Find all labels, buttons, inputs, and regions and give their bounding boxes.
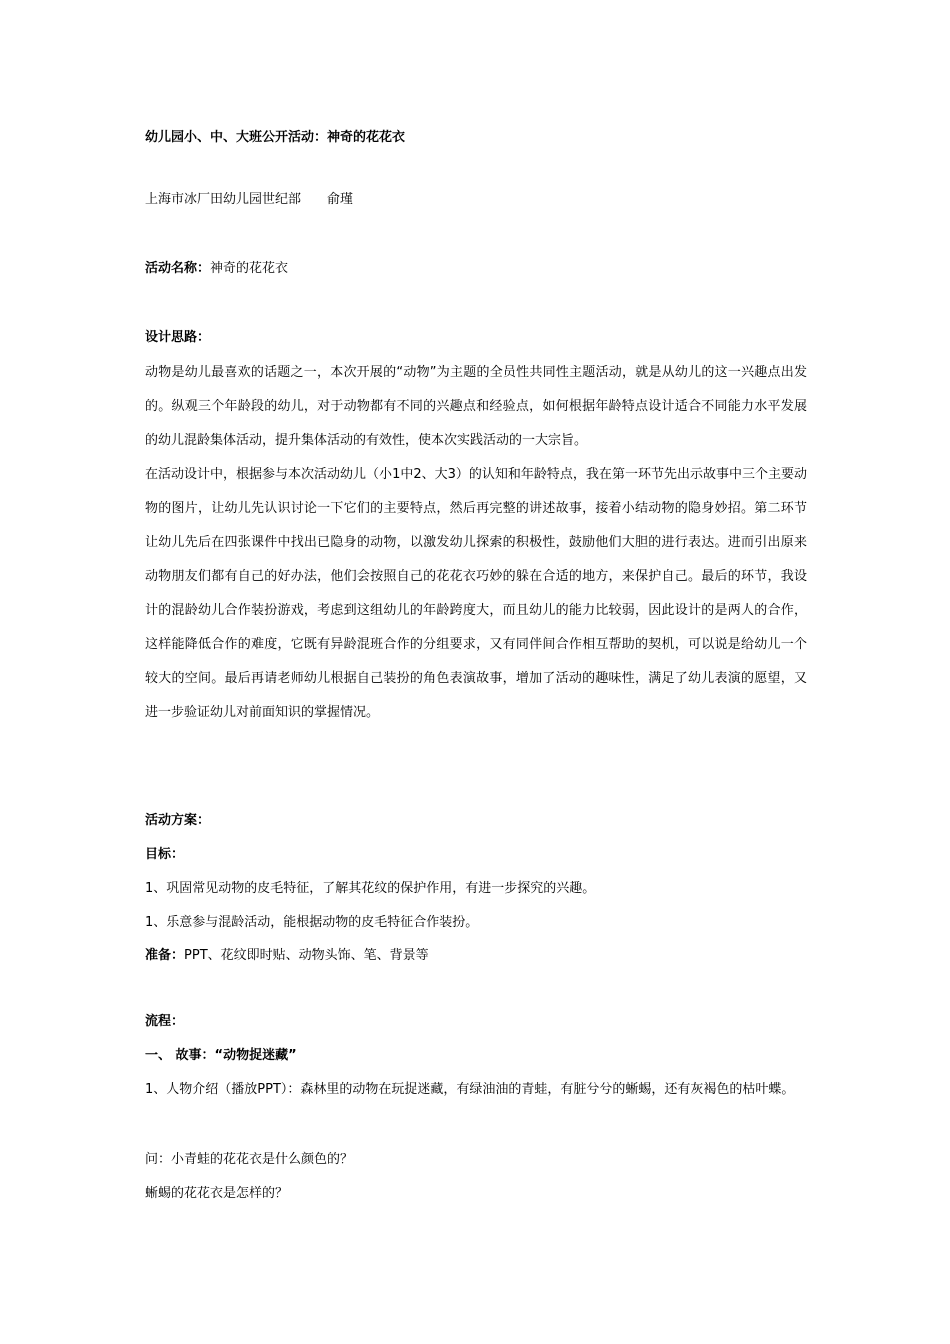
author-line bbox=[145, 190, 353, 210]
activity-name-value: 神奇的花花衣 bbox=[210, 261, 289, 276]
author-name: 俞瑾 bbox=[327, 192, 354, 207]
goal-item-2: 1、乐意参与混龄活动，能根据动物的皮毛特征合作装扮。 bbox=[145, 915, 479, 930]
goals-heading: 目标： bbox=[145, 847, 185, 862]
document-title: 幼儿园小、中、大班公开活动：神奇的花花衣 bbox=[145, 130, 406, 145]
design-heading: 设计思路： bbox=[145, 330, 211, 345]
question-2: 蜥蜴的花花衣是怎样的？ bbox=[145, 1186, 289, 1201]
preparation-value: PPT、花纹即时贴、动物头饰、笔、背景等 bbox=[184, 948, 429, 963]
question-1: 问：小青蛙的花花衣是什么颜色的？ bbox=[145, 1152, 354, 1167]
author-org: 上海市冰厂田幼儿园世纪部 bbox=[145, 192, 302, 207]
activity-name-label: 活动名称： bbox=[145, 261, 211, 276]
step1-heading: 一、 故事：“动物捉迷藏” bbox=[145, 1048, 297, 1063]
design-paragraph-2: 在活动设计中，根据参与本次活动幼儿（小1中2、大3）的认知和年龄特点，我在第一环节先出示故事中三个主要动物的图片，让幼儿先认识讨论一下它们的主要特点，然后再完整的讲述故事，接着小结动物的隐身妙招。第二环节让幼儿先后在四张课件中找出已隐身的动物，以激发幼儿探索的积极性，鼓励他们大胆的进行表达。进而引出原来动物朋友们都有自己的好办法，他们会按照自己的花花衣巧妙的躲在合适的地方，来保护自己。最后的环节，我设计的混龄幼儿合作装扮游戏，考虑到这组幼儿的年龄跨度大，而且幼儿的能力比较弱，因此设计的是两人的合作，这样能降低合作的难度，它既有异龄混班合作的分组要求，又有同伴间合作相互帮助的契机，可以说是给幼儿一个较大的空间。最后再请老师幼儿根据自己装扮的角色表演故事，增加了活动的趣味性，满足了幼儿表演的愿望，又进一步验证幼儿对前面知识的掌握情况。 bbox=[145, 467, 807, 720]
goal-item-1: 1、巩固常见动物的皮毛特征，了解其花纹的保护作用，有进一步探究的兴趣。 bbox=[145, 881, 596, 896]
preparation-label: 准备： bbox=[145, 948, 185, 963]
step1-item-1: 1、人物介绍（播放PPT）：森林里的动物在玩捉迷藏，有绿油油的青蛙，有脏兮兮的蜥蜴，还有灰褐色的枯叶蝶。 bbox=[145, 1082, 795, 1097]
process-heading: 流程： bbox=[145, 1014, 185, 1029]
preparation-line bbox=[145, 946, 429, 966]
plan-heading: 活动方案： bbox=[145, 813, 211, 828]
activity-name-line bbox=[145, 259, 288, 279]
design-paragraph-1: 动物是幼儿最喜欢的话题之一，本次开展的“动物”为主题的全员性共同性主题活动，就是从幼儿的这一兴趣点出发的。纵观三个年龄段的幼儿，对于动物都有不同的兴趣点和经验点，如何根据年龄特点设计适合不同能力水平发展的幼儿混龄集体活动，提升集体活动的有效性，使本次实践活动的一大宗旨。 bbox=[145, 365, 807, 448]
